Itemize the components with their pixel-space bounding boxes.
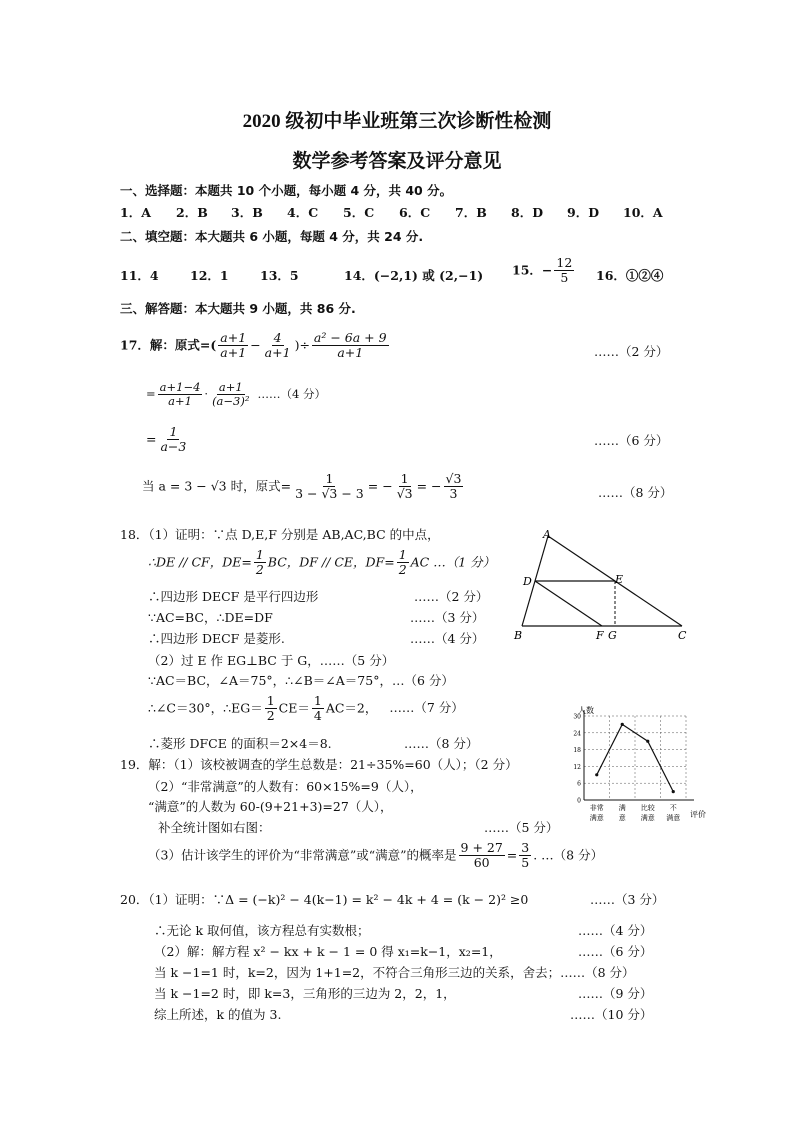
q18-line8: ∴∠C＝30°，∴EG＝ $\frac{1}{2}$ CE＝ $\frac{1}{4}$ AC＝2， ……（7 分） xyxy=(148,693,464,724)
q18-score5: ……（4 分） xyxy=(410,631,485,646)
x-category-label: 满意 xyxy=(666,814,681,822)
chart-yticks xyxy=(573,714,581,805)
q18-line6: （2）过 E 作 EG⊥BC 于 G，……（5 分） xyxy=(148,653,395,668)
y-tick-label: 12 xyxy=(573,763,581,771)
segment-df xyxy=(535,581,602,626)
q17-line2: = $\frac{a+1-4}{a+1}$ · $\frac{a+1}{\text{(a−3)²}}$ ……（4 分） xyxy=(146,380,326,409)
label-f: F xyxy=(596,629,604,642)
q20-line5: 当 k −1=2 时，即 k=3，三角形的三边为 2，2，1， xyxy=(154,986,456,1001)
data-point xyxy=(646,740,649,743)
q18-line1: 18．（1）证明：∵点 D,E,F 分别是 AB,AC,BC 的中点， xyxy=(120,527,440,542)
q19-line2: （2）“非常满意”的人数有：60×15%=9（人）， xyxy=(148,779,423,794)
q20-line2: ∴无论 k 取何值，该方程总有实数根； xyxy=(154,923,370,938)
data-point xyxy=(621,723,624,726)
x-category-label: 满意 xyxy=(589,814,604,822)
x-category-label: 比较 xyxy=(640,804,655,812)
q17-score1: ……（2 分） xyxy=(594,344,669,359)
label-d: D xyxy=(523,575,532,588)
mc-answer: 7．B xyxy=(455,205,487,220)
x-category-label: 非常 xyxy=(589,804,604,812)
section3-header: 三、解答题：本大题共 9 小题，共 86 分. xyxy=(120,301,356,316)
q19-score4: ……（5 分） xyxy=(484,820,559,835)
y-tick-label: 0 xyxy=(577,797,581,805)
q18-line7: ∵AC＝BC，∠A＝75°，∴∠B＝∠A＝75°，…（6 分） xyxy=(148,673,454,688)
fill-answer-15: 15．− $\frac{12}{5}$ xyxy=(512,255,573,286)
y-tick-label: 24 xyxy=(573,730,581,738)
mc-answer: 10．A xyxy=(623,205,663,220)
q20-score3: ……（6 分） xyxy=(578,944,653,959)
q20-score6: ……（10 分） xyxy=(570,1007,653,1022)
chart-xlabels xyxy=(590,803,681,822)
q19-line5: （3）估计该学生的评价为“非常满意”或“满意”的概率是 $\frac{9 + 27}{60}$ = $\frac{3}{5}$ . …（8 分） xyxy=(148,840,604,871)
y-tick-label: 6 xyxy=(577,780,581,788)
mc-answer: 4．C xyxy=(287,205,319,220)
data-point xyxy=(595,773,598,776)
y-tick-label: 30 xyxy=(573,713,581,721)
fill-answer-12: 12．1 xyxy=(190,268,229,283)
q19-line1: 19．解：（1）该校被调查的学生总数是：21÷35%=60（人）；（2 分） xyxy=(120,757,518,772)
doc-title: 2020 级初中毕业班第三次诊断性检测 xyxy=(242,111,552,132)
q17-line3: = $\frac{1}{a-3}$ xyxy=(146,424,187,455)
label-c: C xyxy=(678,629,687,642)
label-b: B xyxy=(514,629,523,642)
fill-answer-14: 14．(−2,1) 或 (2,−1) xyxy=(344,268,484,283)
doc-subtitle: 数学参考答案及评分意见 xyxy=(292,151,502,172)
q17-score3: ……（6 分） xyxy=(594,433,669,448)
q20-line6: 综上所述，k 的值为 3. xyxy=(154,1007,282,1022)
data-point xyxy=(672,790,675,793)
mc-answer: 2．B xyxy=(176,205,208,220)
q18-line3: ∴四边形 DECF 是平行四边形 xyxy=(148,589,319,604)
q20-score5: ……（9 分） xyxy=(578,986,653,1001)
q19-line3: “满意”的人数为 60-(9+21+3)=27（人）， xyxy=(148,799,393,814)
x-category-label: 不 xyxy=(669,804,677,812)
x-axis-label: 评价 xyxy=(690,810,706,819)
survey-line-chart xyxy=(562,704,710,836)
q20-score1: ……（3 分） xyxy=(590,892,665,907)
label-g: G xyxy=(608,629,617,642)
y-axis-label: 人数 xyxy=(578,706,594,715)
fill-answer-16: 16．①②④ xyxy=(596,268,664,283)
q20-line3: （2）解：解方程 x² − kx + k − 1 = 0 得 x₁=k−1，x₂=1， xyxy=(154,944,502,959)
q18-line2: ∴DE // CF，DE= $\frac{1}{2}$ BC，DF // CE，DF= $\frac{1}{2}$ AC …（1 分） xyxy=(148,547,496,578)
triangle-figure xyxy=(512,528,692,646)
mc-answer: 6．C xyxy=(399,205,431,220)
q20-line4: 当 k −1=1 时，k=2，因为 1+1=2，不符合三角形三边的关系，舍去；……（8 分） xyxy=(154,965,635,980)
label-a: A xyxy=(543,528,551,541)
q17-score4: ……（8 分） xyxy=(598,485,673,500)
q17-line4: 当 a = 3 − √3 时，原式= $\frac{1}{3 - √3 - 3}$ = − $\frac{1}{√3}$ = − $\frac{√3}{3}$ xyxy=(142,471,462,502)
q18-score3: ……（2 分） xyxy=(414,589,489,604)
mc-answer: 1．A xyxy=(120,205,151,220)
q18-line4: ∵AC=BC，∴DE=DF xyxy=(148,610,273,625)
mc-answer: 8．D xyxy=(511,205,544,220)
y-tick-label: 18 xyxy=(573,747,581,755)
fill-answer-11: 11．4 xyxy=(120,268,159,283)
section1-header: 一、选择题：本题共 10 个小题，每小题 4 分，共 40 分。 xyxy=(120,183,453,198)
q18-line9: ∴菱形 DFCE 的面积＝2×4＝8. xyxy=(148,736,332,751)
q18-line5: ∴四边形 DECF 是菱形. xyxy=(148,631,285,646)
q20-line1: 20．（1）证明：∵Δ = (−k)² − 4(k−1) = k² − 4k + 4 = (k − 2)² ≥0 xyxy=(120,892,529,907)
x-category-label: 意 xyxy=(618,814,626,822)
mc-answer: 3．B xyxy=(231,205,263,220)
mc-answer: 9．D xyxy=(567,205,600,220)
label-e: E xyxy=(615,573,624,586)
x-category-label: 满 xyxy=(618,804,626,812)
q19-line4: 补全统计图如右图： xyxy=(158,820,271,835)
fill-answer-13: 13．5 xyxy=(260,268,299,283)
section2-header: 二、填空题：本大题共 6 小题，每题 4 分，共 24 分. xyxy=(120,229,424,244)
q18-score4: ……（3 分） xyxy=(410,610,485,625)
x-category-label: 满意 xyxy=(640,814,655,822)
q17-line1: 17．解：原式=( $\frac{a+1}{a+1}$ − $\frac{4}{a+1}$ )÷ $\frac{\text{a² − 6a + 9}}{a+1}$ xyxy=(120,330,387,361)
mc-answer: 5．C xyxy=(343,205,375,220)
q20-score2: ……（4 分） xyxy=(578,923,653,938)
chart-axes xyxy=(584,710,694,800)
q18-score9: ……（8 分） xyxy=(404,736,479,751)
